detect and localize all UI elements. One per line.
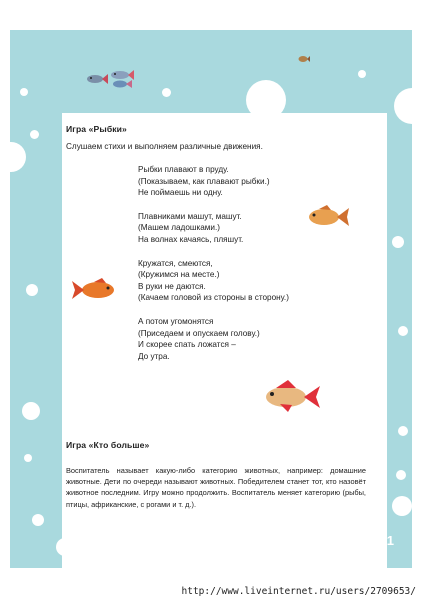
fish-icon [307,204,349,230]
decor-dot [162,88,171,97]
decor-dot [10,142,26,172]
poem-stanza [138,164,289,199]
poem-line: В руки не даются. [138,281,206,291]
poem [138,164,289,374]
game-title: Игра «Рыбки» [66,124,127,134]
decor-dot [24,454,32,462]
decor-dot [358,70,366,78]
poem-stanza [138,316,289,362]
poem-line: (Качаем головой из стороны в сторону.) [138,293,289,303]
decor-dot [398,326,408,336]
poem-line: Плавниками машут, машут. [138,211,242,221]
poem-line: На волнах качаясь, пляшут. [138,234,244,244]
poem-line: Кружатся, смеются, [138,258,213,268]
decor-dot [396,470,406,480]
fish-icon [262,380,320,412]
decor-dot [394,88,412,124]
poem-line: И скорее спать ложатся – [138,340,236,350]
poem-line: Не поймаешь ни одну. [138,188,223,198]
poem-line: (Показываем, как плавают рыбки.) [138,176,270,186]
poem-stanza [138,258,289,304]
game-intro: Слушаем стихи и выполняем различные движения. [66,142,263,151]
decor-dot [32,514,44,526]
poem-line: (Машем ладошками.) [138,223,220,233]
poem-line: А потом угомонятся [138,316,214,326]
poem-stanza [138,211,289,246]
small-fish-icon [298,55,310,63]
game-description: Воспитатель называет какую-либо категорию животных, например: домашние животные. Дети по очереди называют животных. Победителем станет тот, кто назовёт животное последним. Игру можно продолжить. Воспитатель меняет категорию (рыбы, птицы, африканские, с рогами и т. д.). [66,466,366,509]
poem-line: (Приседаем и опускаем голову.) [138,328,260,338]
decor-dot [20,88,28,96]
game-title: Игра «Кто больше» [66,440,150,450]
poem-line: Рыбки плавают в пруду. [138,165,229,174]
decor-dot [26,284,38,296]
decor-dot [392,236,404,248]
poem-line: До утра. [138,351,170,361]
decor-dot [398,426,408,436]
page-number: 31 [379,533,394,548]
poem-line: (Кружимся на месте.) [138,270,220,280]
decor-dot [30,130,39,139]
fish-icon [72,278,116,302]
source-url: http://www.liveinternet.ru/users/2709653/ [181,586,416,597]
decor-dot [392,496,412,516]
decor-dot [22,402,40,420]
small-fish-icon [86,73,108,85]
small-fish-icon [112,79,132,89]
